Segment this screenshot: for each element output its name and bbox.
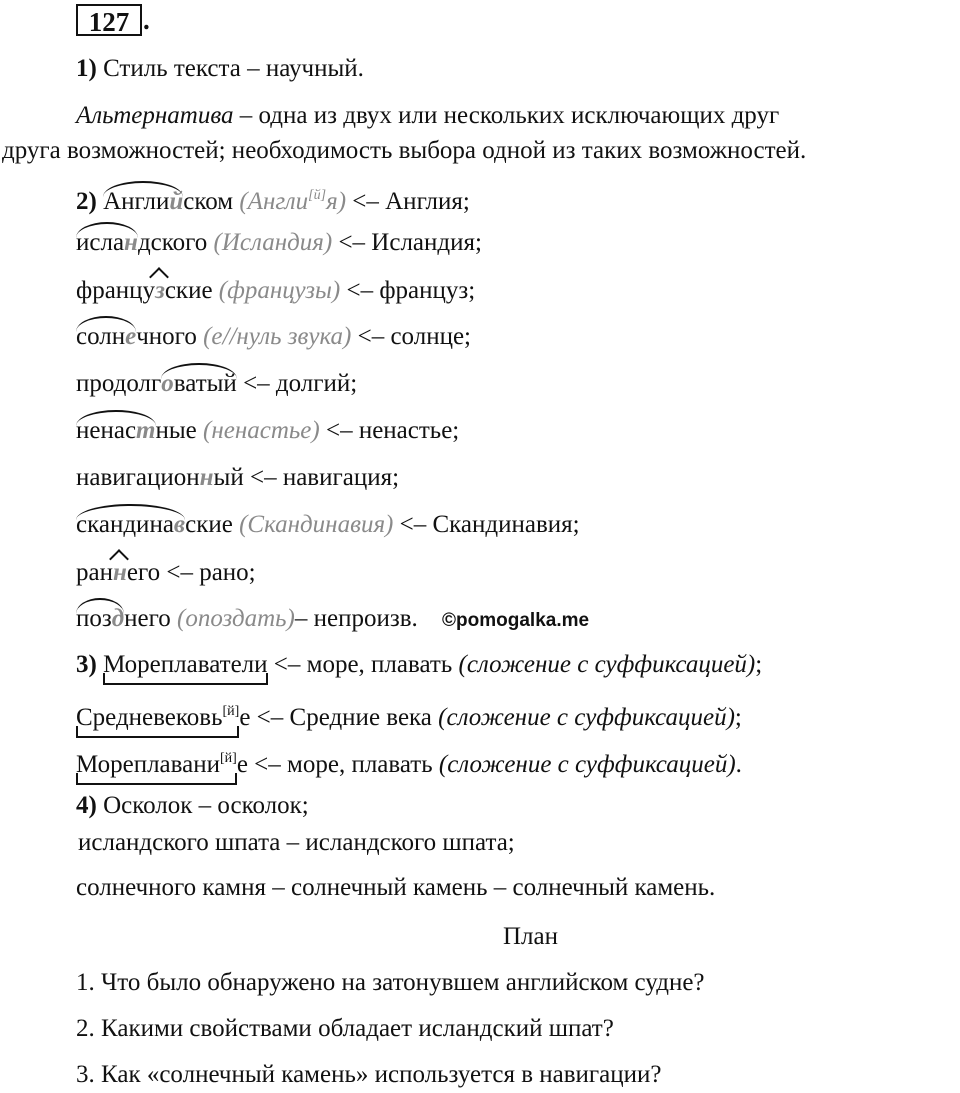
s1-label: 1) — [76, 55, 97, 82]
s2-row-3: солнечного (е//нуль звука) <– солнце; — [76, 323, 472, 350]
s1-definition-part1: – одна из двух или нескольких исключающих друг — [233, 102, 780, 129]
s2-row-5: ненастные (ненастье) <– ненастье; — [76, 417, 460, 444]
s2-row-8: раннего <– рано; — [76, 559, 256, 586]
s2-row-2: французские (французы) <– француз; — [76, 277, 476, 304]
s2-row-6: навигационный <– навигация; — [76, 464, 400, 491]
s1-style-line — [76, 54, 364, 84]
s1-style-text: Стиль текста – научный. — [103, 55, 364, 82]
watermark: ©pomogalka.me — [442, 610, 590, 631]
s4-label: 4) — [76, 792, 97, 819]
s3-row-2: Мореплавани[й]е <– море, плавать (сложение с суффиксацией). — [76, 744, 742, 780]
s1-definition-line1 — [76, 101, 779, 131]
s4-line-0: 4) Осколок – осколок; — [76, 792, 309, 819]
exercise-number-dot: . — [143, 5, 150, 35]
s4-line-2: солнечного камня – солнечный камень – солнечный камень. — [76, 874, 716, 901]
s2-row-9: позднего (опоздать)– непроизв. ©pomogalka.me — [76, 605, 590, 632]
s2-row-1: исландского (Исландия) <– Исландия; — [76, 229, 482, 256]
plan-item-3: 3. Как «солнечный камень» используется в навигации? — [76, 1061, 662, 1088]
s3-row-1: Средневековь[й]е <– Средние века (сложение с суффиксацией); — [76, 697, 742, 733]
s1-term: Альтернатива — [76, 102, 234, 129]
plan-item-2: 2. Какими свойствами обладает исландский шпат? — [76, 1015, 614, 1042]
s4-line-1: исландского шпата – исландского шпата; — [78, 829, 515, 856]
plan-title: План — [503, 923, 559, 950]
s2-label: 2) — [76, 188, 97, 215]
s3-label: 3) — [76, 651, 97, 678]
s2-row-7: скандинавские (Скандинавия) <– Скандинавия; — [76, 511, 580, 538]
plan-item-1: 1. Что было обнаружено на затонувшем английском судне? — [76, 969, 705, 996]
s2-row-4: продолговатый <– долгий; — [76, 370, 358, 397]
s2-morpheme-root: Англий — [103, 188, 184, 215]
s2-row-0: 2) Английском (Англи[й]я) <– Англия; — [76, 188, 470, 215]
s2-note: (Англи[й]я) — [239, 188, 347, 215]
s1-definition-line2: друга возможностей; необходимость выбора одной из таких возможностей. — [2, 137, 807, 164]
exercise-number: 127 — [76, 4, 142, 36]
s3-row-0: 3) Мореплаватели <– море, плавать (сложение с суффиксацией); — [76, 651, 763, 678]
